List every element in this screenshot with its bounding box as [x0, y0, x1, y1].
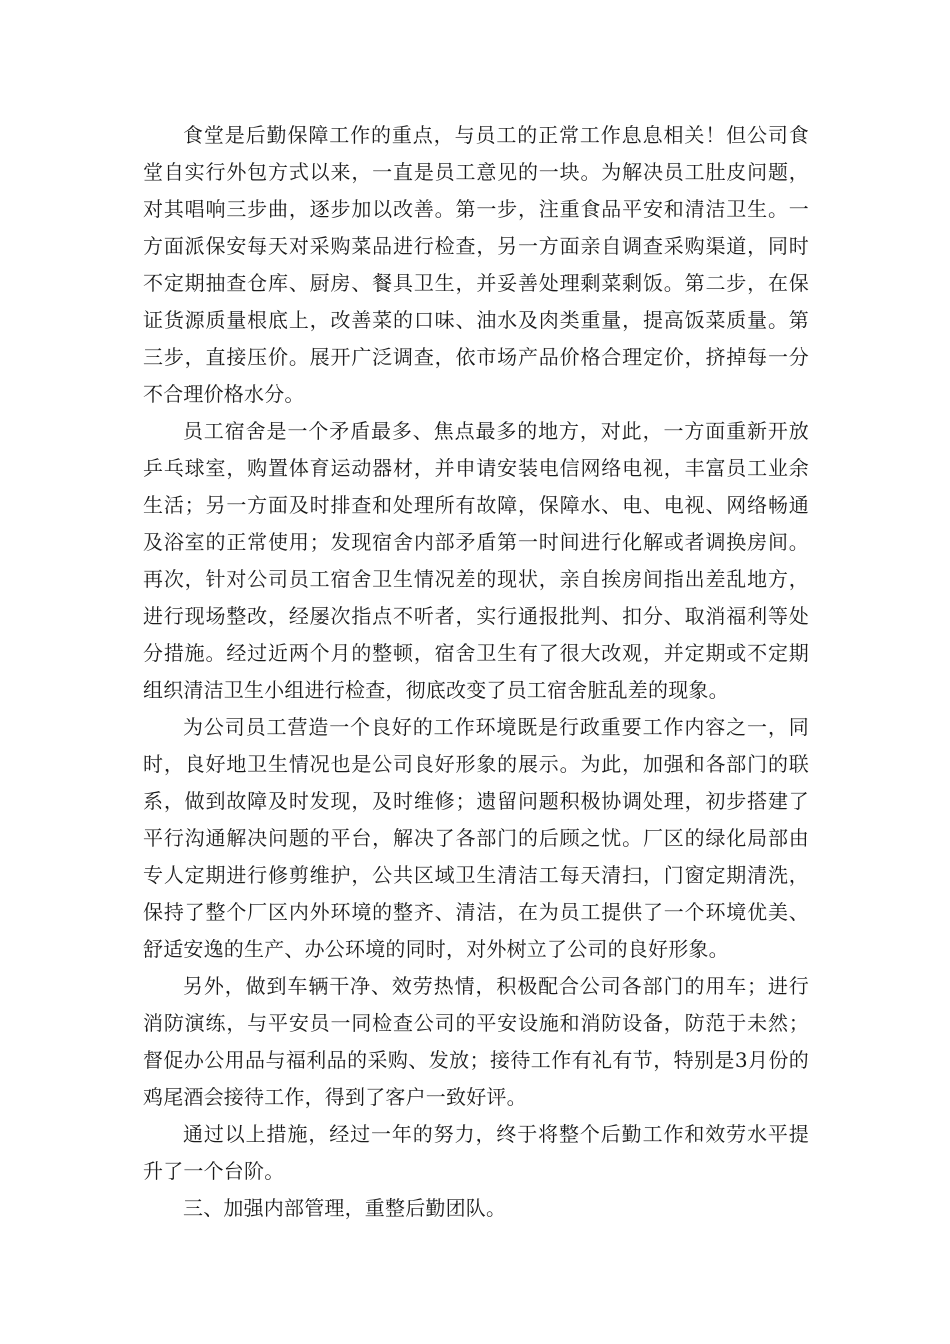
paragraph-dormitory: 员工宿舍是一个矛盾最多、焦点最多的地方，对此，一方面重新开放乒乓球室，购置体育运动器材，并申请安装电信网络电视，丰富员工业余生活；另一方面及时排查和处理所有故障，保障水、电、电视、网络畅通及浴室的正常使用；发现宿舍内部矛盾第一时间进行化解或者调换房间。再次，针对公司员工宿舍卫生情况差的现状，亲自挨房间指出差乱地方，进行现场整改，经屡次指点不听者，实行通报批判、扣分、取消福利等处分措施。经过近两个月的整顿，宿舍卫生有了很大改观，并定期或不定期组织清洁卫生小组进行检查，彻底改变了员工宿舍脏乱差的现象。: [143, 419, 809, 702]
paragraph-other-work: 另外，做到车辆干净、效劳热情，积极配合公司各部门的用车；进行消防演练，与平安员一同检查公司的平安设施和消防设备，防范于未然；督促办公用品与福利品的采购、发放；接待工作有礼有节，特别是3月份的鸡尾酒会接待工作，得到了客户一致好评。: [143, 974, 809, 1109]
paragraph-environment: 为公司员工营造一个良好的工作环境既是行政重要工作内容之一，同时，良好地卫生情况也是公司良好形象的展示。为此，加强和各部门的联系，做到故障及时发现，及时维修；遗留问题积极协调处理，初步搭建了平行沟通解决问题的平台，解决了各部门的后顾之忧。厂区的绿化局部由专人定期进行修剪维护，公共区域卫生清洁工每天清扫，门窗定期清洗，保持了整个厂区内外环境的整齐、清洁，在为员工提供了一个环境优美、舒适安逸的生产、办公环境的同时，对外树立了公司的良好形象。: [143, 715, 809, 961]
section-heading: 三、加强内部管理，重整后勤团队。: [183, 1196, 507, 1220]
paragraph-canteen: 食堂是后勤保障工作的重点，与员工的正常工作息息相关！但公司食堂自实行外包方式以来，一直是员工意见的一块。为解决员工肚皮问题，对其唱响三步曲，逐步加以改善。第一步，注重食品平安和清洁卫生。一方面派保安每天对采购菜品进行检查，另一方面亲自调查采购渠道，同时不定期抽查仓库、厨房、餐具卫生，并妥善处理剩菜剩饭。第二步，在保证货源质量根底上，改善菜的口味、油水及肉类重量，提高饭菜质量。第三步，直接压价。展开广泛调查，依市场产品价格合理定价，挤掉每一分不合理价格水分。: [143, 123, 809, 406]
paragraph-summary: 通过以上措施，经过一年的努力，终于将整个后勤工作和效劳水平提升了一个台阶。: [143, 1122, 809, 1183]
document-body: [143, 117, 809, 1227]
